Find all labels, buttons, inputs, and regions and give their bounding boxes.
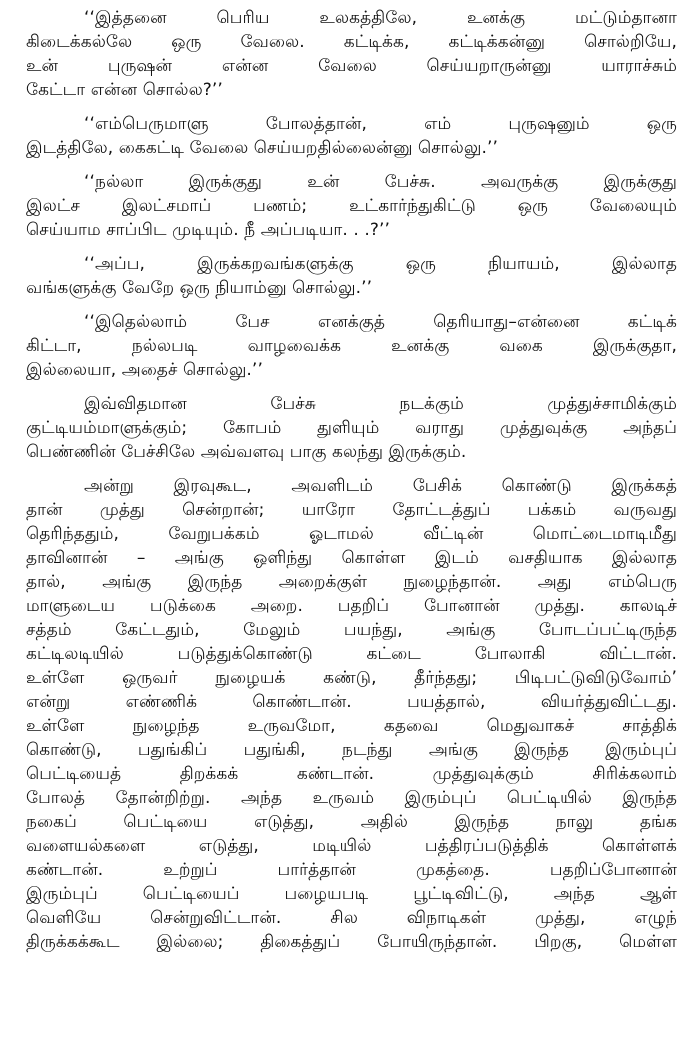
text-line: ‘‘எம்பெருமாளு போலத்தான், எம் புருஷனும் ஒரு (84, 114, 677, 134)
paragraph-3 (26, 170, 677, 242)
text-line: உன் புருஷன் என்ன வேலை செய்யறாருன்னு யாராச்சும் (26, 56, 677, 76)
text-line: கேட்டா என்ன சொல்ல?’’ (26, 80, 223, 100)
text-line: ‘‘அப்ப, இருக்கறவங்களுக்கு ஒரு நியாயம், இல்லாத (84, 254, 677, 274)
text-line: இரும்புப் பெட்டியைப் பழையபடி பூட்டிவிட்டு, அந்த ஆள் (26, 884, 677, 904)
text-line: வங்களுக்கு வேறே ஒரு நியாம்னு சொல்லு.’’ (26, 278, 373, 298)
text-line: குட்டியம்மாளுக்கும்; கோபம் துளியும் வராது முத்துவுக்கு அந்தப் (26, 418, 677, 438)
text-line: இடத்திலே, கைகட்டி வேலை செய்யறதில்லைன்னு சொல்லு.’’ (26, 138, 498, 158)
text-line: கிடைக்கல்லே ஒரு வேலை. கட்டிக்க, கட்டிக்கன்னு சொல்றியே, (26, 32, 677, 52)
text-line: திருக்கக்கூட இல்லை; திகைத்துப் போயிருந்தான். பிறகு, மெள்ள (26, 932, 677, 952)
text-line: கொண்டு, பதுங்கிப் பதுங்கி, நடந்து அங்கு இருந்த இரும்புப் (26, 740, 677, 760)
text-line: உள்ளே ஒருவர் நுழையக் கண்டு, தீர்ந்தது; பிடிபட்டுவிடுவோம்’ (26, 668, 677, 688)
text-line: தாவினான் – அங்கு ஒளிந்து கொள்ள இடம் வசதியாக இல்லாத (26, 548, 677, 568)
text-line: பெட்டியைத் திறக்கக் கண்டான். முத்துவுக்கும் சிரிக்கலாம் (26, 764, 677, 784)
text-line: இலட்ச இலட்சமாப் பணம்; உட்கார்ந்துகிட்டு ஒரு வேலையும் (26, 196, 677, 216)
text-line: தெரிந்ததும், வேறுபக்கம் ஓடாமல் வீட்டின் மொட்டைமாடிமீது (26, 524, 677, 544)
text-line: போலத் தோன்றிற்று. அந்த உருவம் இரும்புப் பெட்டியில் இருந்த (26, 788, 677, 808)
text-line: ‘‘நல்லா இருக்குது உன் பேச்சு. அவருக்கு இருக்குது (84, 172, 677, 192)
text-line: உள்ளே நுழைந்த உருவமோ, கதவை மெதுவாகச் சாத்திக் (26, 716, 677, 736)
text-line: இவ்விதமான பேச்சு நடக்கும் முத்துச்சாமிக்கும் (84, 394, 677, 414)
text-line: ‘‘இதெல்லாம் பேச எனக்குத் தெரியாது–என்னை கட்டிக் (84, 312, 677, 332)
paragraph-1 (26, 6, 677, 102)
text-line: சத்தம் கேட்டதும், மேலும் பயந்து, அங்கு போடப்பட்டிருந்த (26, 620, 677, 640)
text-line: பெண்ணின் பேச்சிலே அவ்வளவு பாகு கலந்து இருக்கும். (26, 442, 467, 462)
text-line: தான் முத்து சென்றான்; யாரோ தோட்டத்துப் பக்கம் வருவது (26, 500, 677, 520)
paragraph-5 (26, 310, 677, 382)
text-line: செய்யாம சாப்பிட முடியும். நீ அப்படியா. . .?’’ (26, 220, 391, 240)
paragraph-6 (26, 392, 677, 464)
paragraph-2 (26, 112, 677, 160)
text-line: கட்டிலடியில் படுத்துக்கொண்டு கட்டை போலாகி விட்டான். (26, 644, 677, 664)
text-line: என்று எண்ணிக் கொண்டான். பயத்தால், வியர்த்துவிட்டது. (26, 692, 677, 712)
text-line: இல்லையா, அதைச் சொல்லு.’’ (26, 360, 263, 380)
text-line: கண்டான். உற்றுப் பார்த்தான் முகத்தை. பதறிப்போனான் (26, 860, 677, 880)
text-line: ‘‘இத்தனை பெரிய உலகத்திலே, உனக்கு மட்டும்தானா (84, 8, 677, 28)
text-line: நகைப் பெட்டியை எடுத்து, அதில் இருந்த நாலு தங்க (26, 812, 677, 832)
text-line: அன்று இரவுகூட, அவளிடம் பேசிக் கொண்டு இருக்கத் (84, 476, 677, 496)
paragraph-4 (26, 252, 677, 300)
paragraph-7 (26, 474, 677, 954)
text-line: தால், அங்கு இருந்த அறைக்குள் நுழைந்தான். அது எம்பெரு (26, 572, 677, 592)
text-line: வெளியே சென்றுவிட்டான். சில விநாடிகள் முத்து, எழுந் (26, 908, 677, 928)
text-line: வளையல்களை எடுத்து, மடியில் பத்திரப்படுத்திக் கொள்ளக் (26, 836, 677, 856)
text-line: கிட்டா, நல்லபடி வாழவைக்க உனக்கு வகை இருக்குதா, (26, 336, 677, 356)
text-line: மாளுடைய படுக்கை அறை. பதறிப் போனான் முத்து. காலடிச் (26, 596, 677, 616)
